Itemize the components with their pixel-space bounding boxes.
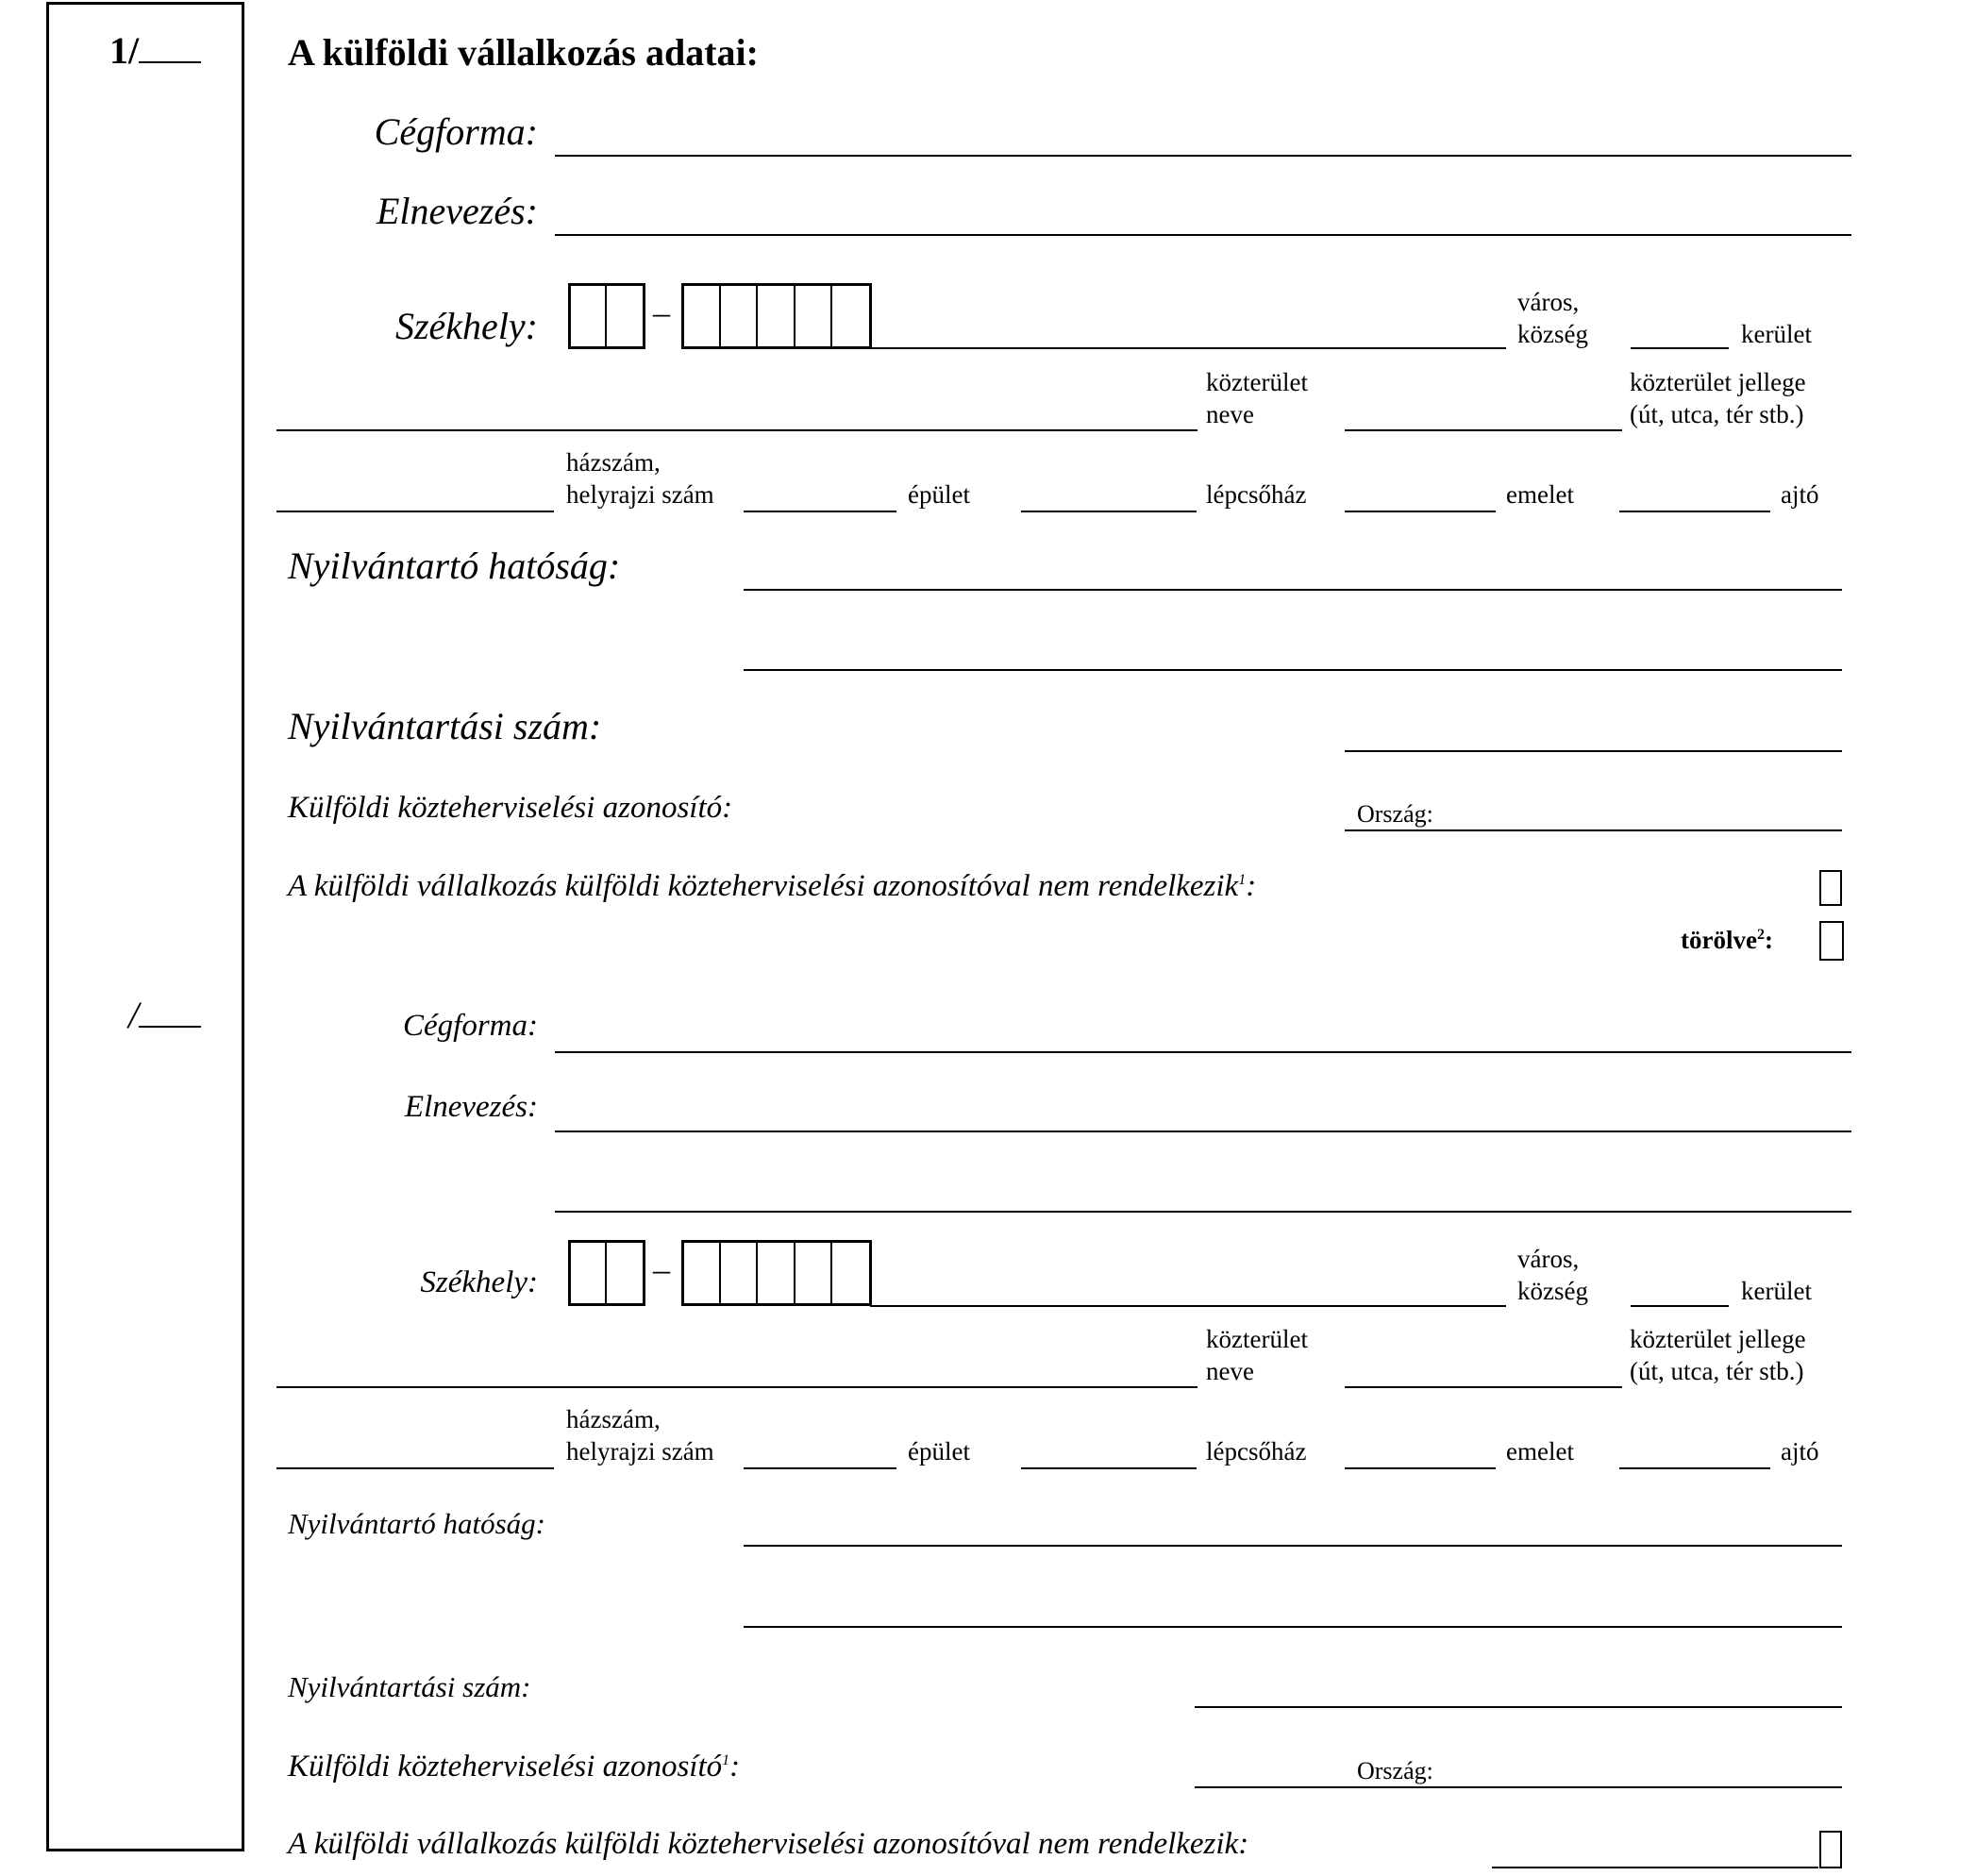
nem-rendelkezik-checkbox-2[interactable] [1819,1831,1842,1868]
epulet-label-2: épület [908,1437,970,1466]
nyilvantarto-field-2[interactable] [744,669,1842,671]
nyilvantarto-field-1[interactable] [744,589,1842,591]
ajto-field[interactable] [1619,511,1770,512]
ajto-label-2: ajtó [1781,1437,1819,1466]
hazszam-label-2: házszám, helyrajzi szám [566,1405,714,1466]
nem-rendelkezik-checkbox[interactable] [1819,870,1842,906]
epulet-label: épület [908,480,970,509]
elnevezes-label-2: Elnevezés: [404,1090,538,1124]
varos-label-2: város, község [1517,1245,1588,1305]
lepcsohaz-field-2[interactable] [1021,1467,1197,1469]
emelet-field[interactable] [1345,511,1496,512]
lepcsohaz-label: lépcsőház [1206,480,1307,509]
nyilvantartasi-szam-label-2: Nyilvántartási szám: [288,1670,531,1703]
nyilvantartasi-szam-field[interactable] [1345,750,1842,752]
zip-prefix-boxes-2[interactable] [568,1240,645,1306]
cegforma-field-2[interactable] [555,1051,1851,1053]
ajto-field-2[interactable] [1619,1467,1770,1469]
city-field[interactable] [870,347,1506,349]
kozterulet-neve-field[interactable] [276,429,1197,431]
nem-rendelkezik-label-2: A külföldi vállalkozás külföldi közteherviselési azonosítóval nem rendelkezik: [288,1827,1249,1861]
kerulet-label: kerület [1741,320,1812,348]
nyilvantarto-field-2b[interactable] [744,1626,1842,1628]
epulet-field-2[interactable] [744,1467,896,1469]
kerulet-label-2: kerület [1741,1277,1812,1305]
kerulet-field[interactable] [1631,347,1729,349]
row-counter-blank[interactable] [139,33,201,63]
cegforma-label-2: Cégforma: [403,1009,538,1043]
lepcsohaz-label-2: lépcsőház [1206,1437,1307,1466]
orszag-label: Ország: [1357,800,1433,828]
row-counter-blank[interactable] [139,997,201,1028]
kulfoldi-azonosito-label-2: Külföldi közteherviselési azonosító$^1$: [288,1750,741,1784]
kozterulet-jellege-label-2: közterület jellege (út, utca, tér stb.) [1630,1325,1806,1385]
nyilvantarto-field-2a[interactable] [744,1545,1842,1547]
emelet-label: emelet [1506,480,1574,509]
nyilvantarto-label-2: Nyilvántartó hatóság: [288,1507,545,1540]
hazszam-field-2[interactable] [276,1467,554,1469]
zip-boxes-2[interactable] [681,1240,872,1306]
nyilvantartasi-szam-field-2[interactable] [1195,1706,1842,1708]
kozterulet-jellege-field-2[interactable] [1345,1386,1622,1388]
elnevezes-label: Elnevezés: [376,190,538,232]
zip-prefix-boxes[interactable] [568,283,645,349]
varos-label: város, község [1517,288,1588,348]
epulet-field[interactable] [744,511,896,512]
kozterulet-neve-field-2[interactable] [276,1386,1197,1388]
zip-dash-2: – [653,1250,670,1288]
torolve-label: törölve$^2$: [1681,926,1773,954]
hazszam-field[interactable] [276,511,554,512]
emelet-field-2[interactable] [1345,1467,1496,1469]
cegforma-label: Cégforma: [374,110,538,153]
emelet-label-2: emelet [1506,1437,1574,1466]
elnevezes-field-2a[interactable] [555,1131,1851,1132]
orszag-label-2: Ország: [1357,1757,1433,1784]
nyilvantarto-label: Nyilvántartó hatóság: [288,544,621,587]
elnevezes-field-2b[interactable] [555,1211,1851,1213]
nyilvantartasi-szam-label: Nyilvántartási szám: [288,705,602,747]
row-counter-1: 1/ [109,28,201,73]
kozterulet-jellege-label: közterület jellege (út, utca, tér stb.) [1630,368,1806,428]
kerulet-field-2[interactable] [1631,1305,1729,1307]
hazszam-label: házszám, helyrajzi szám [566,448,714,509]
section-title: A külföldi vállalkozás adatai: [288,31,759,74]
row-number-column [46,2,244,1851]
city-field-2[interactable] [870,1305,1506,1307]
szekhely-label: Székhely: [394,305,538,347]
row-counter-2: / [128,993,201,1037]
elnevezes-field[interactable] [555,234,1851,236]
torolve-checkbox[interactable] [1819,921,1844,961]
kozterulet-neve-label: közterület neve [1206,368,1308,428]
kulfoldi-azonosito-field-2[interactable] [1195,1786,1842,1788]
cegforma-field[interactable] [555,155,1851,157]
kozterulet-jellege-field[interactable] [1345,429,1622,431]
kulfoldi-azonosito-label: Külföldi közteherviselési azonosító: [288,791,733,825]
lepcsohaz-field[interactable] [1021,511,1197,512]
kozterulet-neve-label-2: közterület neve [1206,1325,1308,1385]
zip-dash: – [653,293,670,331]
kulfoldi-azonosito-field[interactable] [1345,829,1842,831]
szekhely-label-2: Székhely: [420,1265,538,1299]
zip-boxes[interactable] [681,283,872,349]
nem-rendelkezik-field-2[interactable] [1492,1867,1818,1868]
ajto-label: ajtó [1781,480,1819,509]
nem-rendelkezik-label: A külföldi vállalkozás külföldi közteherviselési azonosítóval nem rendelkezik$^1$: [288,869,1257,903]
